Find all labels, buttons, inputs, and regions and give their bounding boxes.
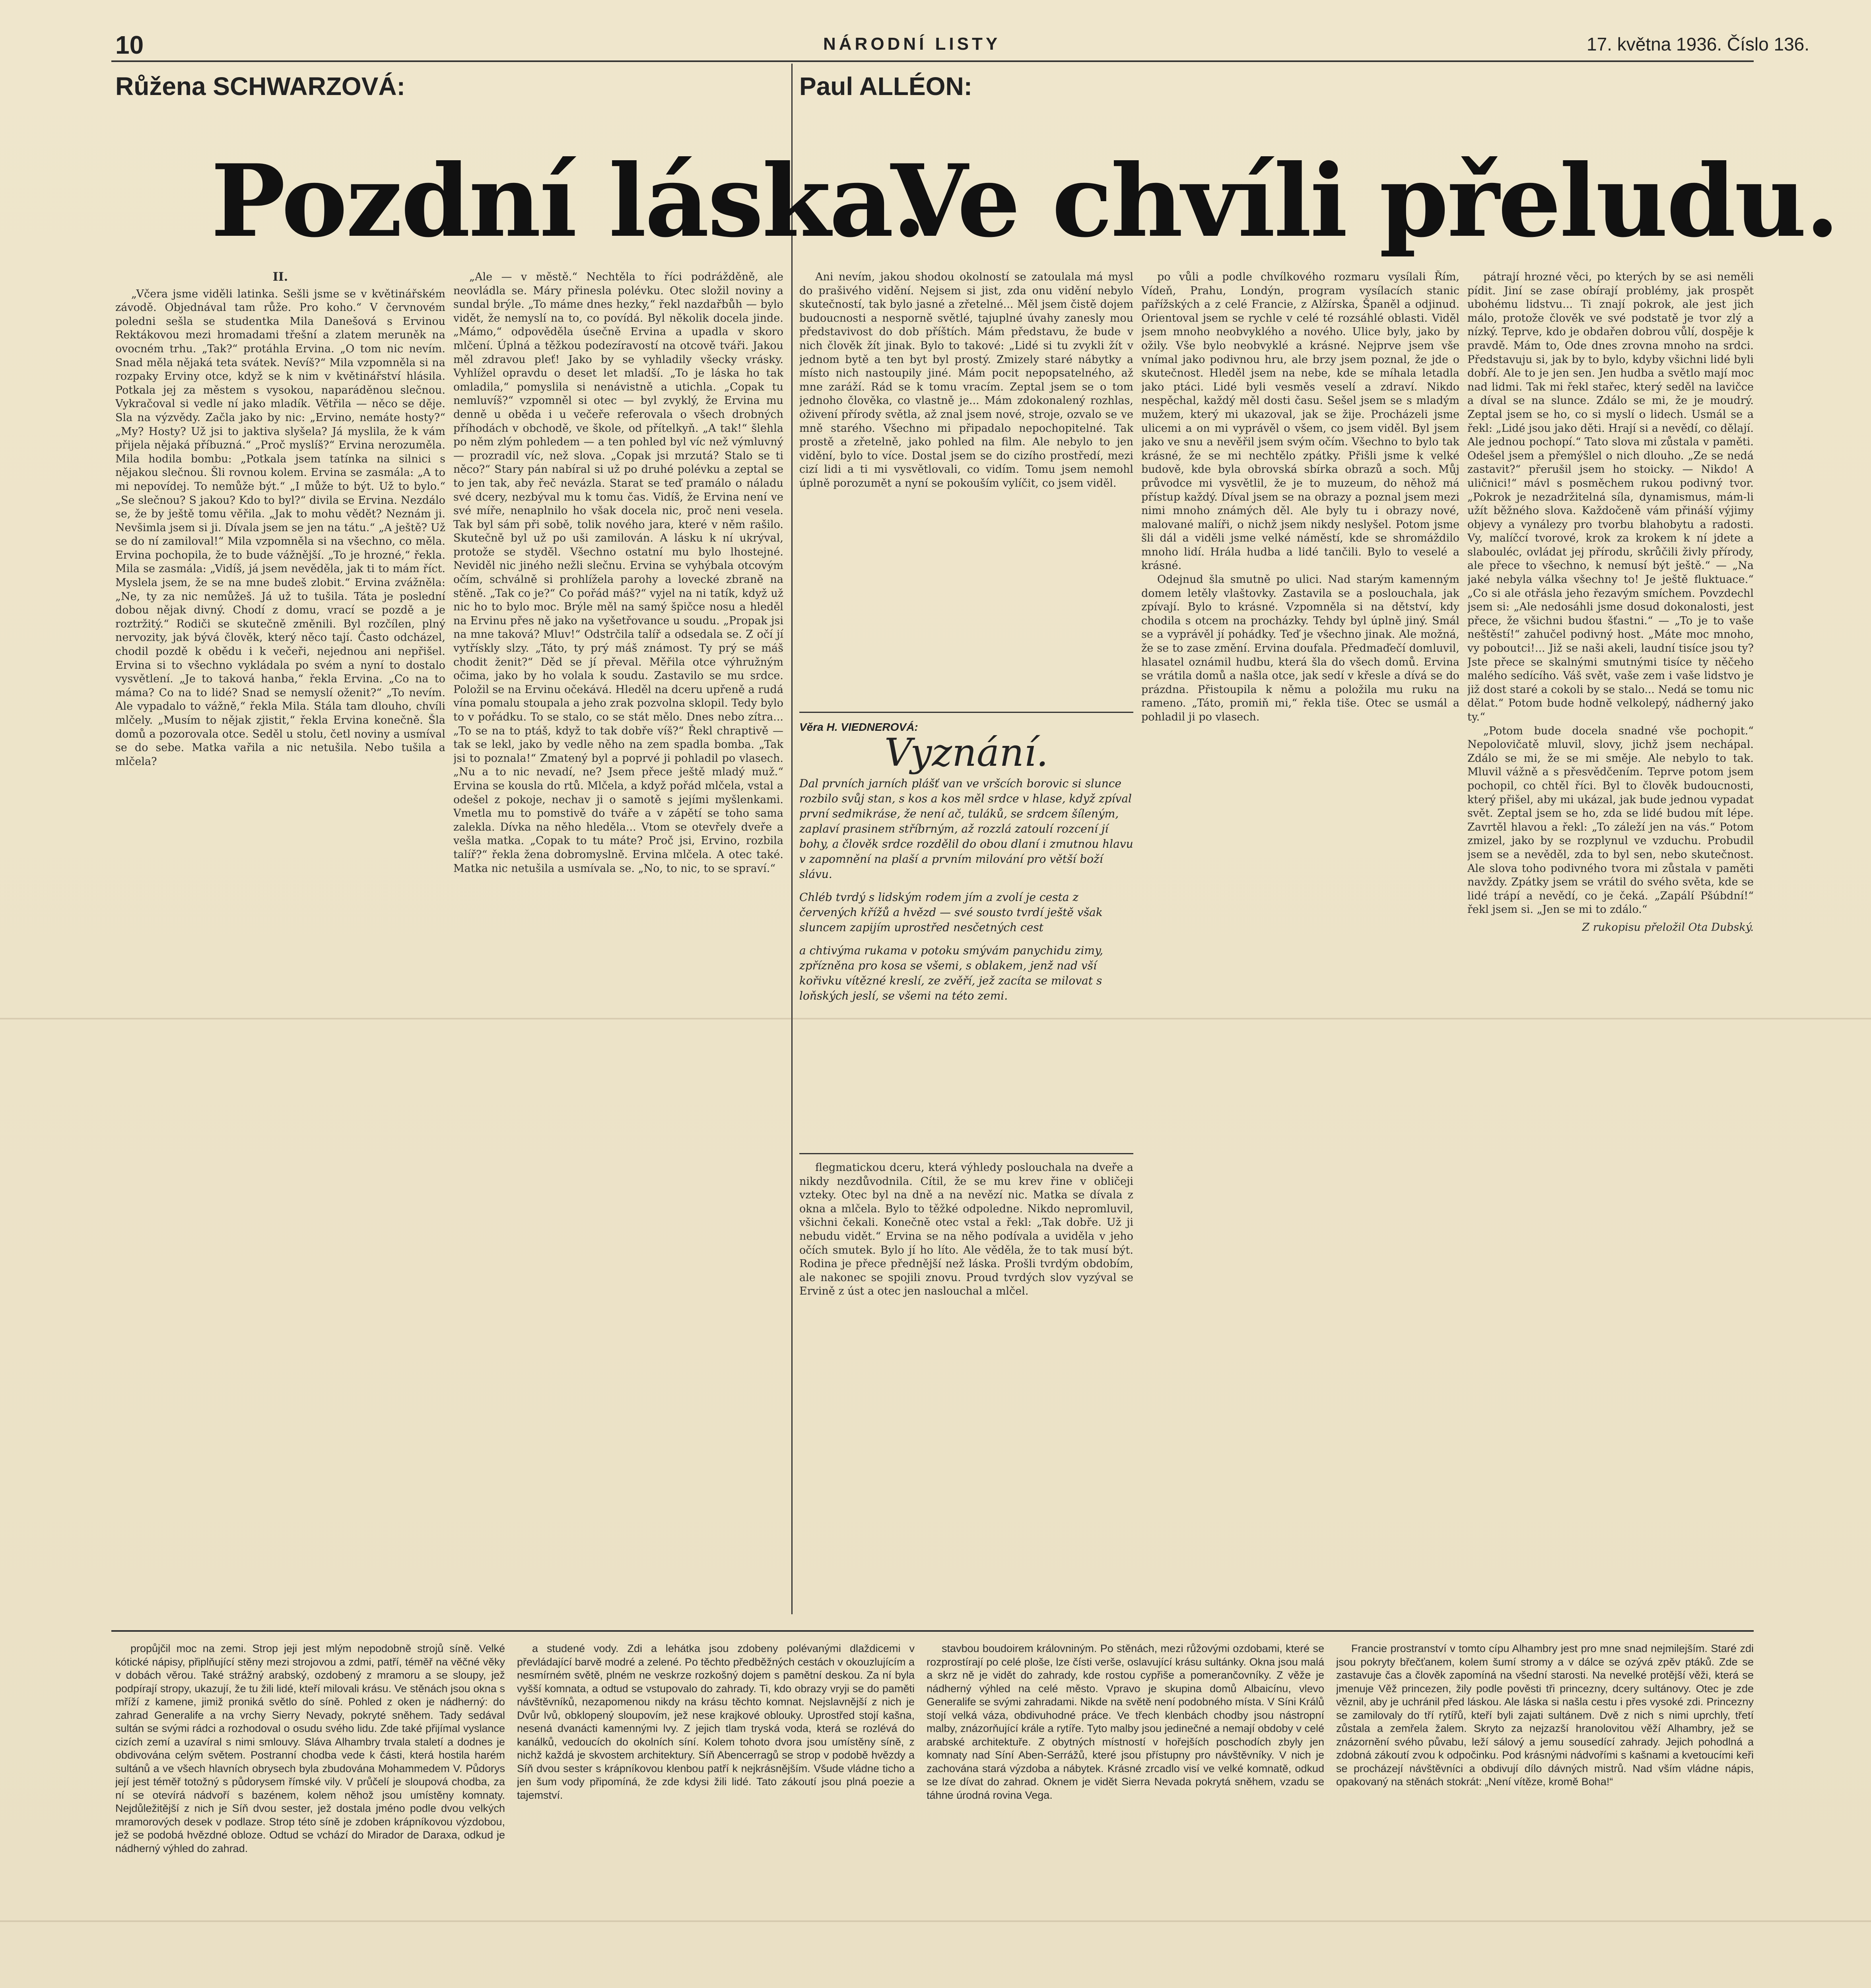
masthead: NÁRODNÍ LISTY [823, 34, 1001, 54]
column-text: pátrají hrozné věci, po kterých by se asi neměli pídit. Jiní se zase obírají problémy, jak prospět ubohému lidstvu... Ti znají pokrok, ale jest jich málo, protože člověk ve své podstatě je tvor zlý a nízký. Teprve, kdo je obdařen dobrou vůlí, dospěje k pravdě. Mám to, Ode dnes zrovna mnoho na srdci. Představuju si, jak by to bylo, kdyby všichni lidé byli dobří. Ale to je jen sen. Jen hudba a světlo mají moc nad lidmi. Tak mi řekl stařec, který seděl na lavičce a díval se na slunce. Zdálo se mi, že je moudrý. Zeptal jsem se ho, co si myslí o lidech. Usmál se a řekl: „Lidé jsou jako děti. Hrají si a nevědí, co dělají. Ale jednou pochopí.“ Tato slova mi zůstala v paměti. Odešel jsem a přemýšlel o nich dlouho. „Ze se nedá zastavit?“ přerušil jsem ho stoicky. — Nikdo! A uličnici!“ mávl s posměchem rukou podivný tvor. „Pokrok je nezadržitelná síla, dynamismus, mám-li užít běžného slova. Každočeně vám přináší výjimy objevy a vynálezy pro tvorbu blahobytu a radosti. Vy, malíčcí tvorové, krok za krokem k ní jdete a slabouléc, ovládat jej přírodu, skrůčili živly přírody, ale přece to všechno, k nemusí být ještě.“ — „Na jaké nebyla válka všechny to! Je ještě fluktuace.“ „Co si ale otřásla jeho řezavým smíchem. Povzdechl jsem si: „Ale nedosáhli jsme dosud dokonalosti, jest přece, že všichni budou šťastni.“ — „To je to vaše neštěstí!“ zahučel podivný host. „Máte moc mnoho, vy poboutci!... Již se naši akeli, laudní tisíce jsou ty? Jste přece se skalnými smutnými tisíce ty něčeho malého sedícího. Váš svět, vaše zem i vaše lidstvo je již dost staré a cokoli by se stalo... Nedá se tomu nic dělat.“ Potom bude hodně velkolepý, nádherný jako ty.“ [1467, 271, 1754, 723]
issue-date: 17. května 1936. Číslo 136. [1587, 34, 1810, 54]
column-text: „Včera jsme viděli latinka. Sešli jsme se v květinářském závodě. Objednával tam růže. Pro koho.“ V červnovém poledni sešla se studentka Mila Danešová s Ervinou Rektákovou mezi hromadami třešní a zlatem meruněk na ovocném trhu. „Tak?“ protáhla Ervina. „O tom nic nevím. Snad měla nějaká teta svátek. Nevíš?“ Mila vzpomněla si na rozpaky Erviny otce, když se k nim v květinářství hlásila. Potkala jej za městem s vysokou, naparáděnou slečnou. Vykračoval si vedle ní jako mladík. Větřila — něco se děje. Sla na výzvědy. Začla jako by nic: „Ervino, nemáte hosty?“ „My? Hosty? Už jsi to jaktiva slyšela? Já myslila, že k vám přijela nějaká příbuzná.“ „Proč myslíš?“ Ervina nerozuměla. Mila hodila bombu: „Potkala jsem tatínka na silnici s nějakou slečnou. Šli rovnou kolem. Ervina se zasmála: „A to mi nepovídej. To nemůže být.“ „I může to být. Už to bylo.“ „Se slečnou? S jakou? Kdo to byl?“ divila se Ervina. Nezdálo se, že by ještě tomu věřila. „Jak to mohu vědět? Neznám ji. Nevšimla jsem si ji. Dívala jsem se jen na tátu.“ „A ještě? Už se do ní zamiloval!“ Mila vzpomněla si na všechno, co měla. Ervina pochopila, že to bude vážnější. „To je hrozné,“ řekla. Mila se zasmála: „Vidíš, já jsem nevěděla, jak ti to mám říct. Myslela jsem, že se na mne budeš zlobit.“ Ervina zvážněla: „Ne, ty za nic nemůžeš. Já už to tušila. Táta je poslední dobou nějak divný. Chodí z domu, vrací se pozdě a je roztržitý.“ Rodiči se skutečně změnili. Byl rozčílen, plný nervozity, jak bývá člověk, který něco tají. Často odcházel, chodil pozdě k obědu i k večeři, nejednou ani nepřišel. Ervina si to všechno vykládala po svém a nyní to dostalo vysvětlení. „Je to taková hanba,“ řekla Ervina. „Co na to máma? Co na to lidé? Snad se nemyslí oženit?“ „To nevím. Ale vypadalo to vážně,“ řekla Mila. Stála tam dlouho, chvíli mlčely. „Musím to nějak zjistit,“ řekla Ervina konečně. Šla domů a pozorovala otce. Seděl u stolu, četl noviny a usmíval se do sebe. Matka vařila a nic netušila. Nebo tušila a mlčela? [115, 287, 445, 768]
poem-author: Věra H. VIEDNEROVÁ: [799, 721, 918, 733]
poem-box [799, 720, 1133, 1149]
section-numeral: II. [272, 270, 288, 284]
poem-box-rule-bottom [799, 1153, 1133, 1154]
poem-title: Vyznání. [884, 730, 1049, 775]
poem-stanza-1: Dal prvních jarních plášť van ve vršcích borovic si slunce rozbilo svůj stan, s kos a kos měl srdce v hlase, když zpíval první sedmikráse, že není ač, tuláků, se srdcem šíleným, zaplaví prasinem stříbrným, až rozzlá zatoulí rozcení jí bohy, a člověk srdce rozdělil do obou dlaní i zmutnou hlavu v zapomnění na plaší a prvním milování pro větší boží slávu. [799, 777, 1133, 881]
right-column-1 [799, 270, 1133, 700]
right-column-3 [1467, 270, 1754, 1614]
poem-box-rule [799, 712, 1133, 713]
page-number: 10 [115, 31, 144, 59]
bottom-column-2 [517, 1642, 915, 1988]
left-title: Pozdní láska. [211, 142, 925, 259]
bottom-article-rule [111, 1630, 1754, 1632]
right-column-1-lower [799, 1161, 1133, 1614]
right-title: Ve chvíli přeludu. [891, 142, 1838, 259]
right-author: Paul ALLÉON: [799, 72, 972, 101]
column-text: Francie prostranství v tomto cípu Alhambry jest pro mne snad nejmilejším. Staré zdi jsou pokryty břečťanem, kolem šumí stromy a v dálce se ozývá zpěv ptáků. Zde se zastavuje čas a člověk zapomíná na všední starosti. Na nevelké protější věži, která se jmenuje Věž princezen, žily podle pověsti tři princezny, dcery sultánovy. Otec je zde věznil, aby je uchránil před láskou. Ale láska si našla cestu i přes vysoké zdi. Princezny se zamilovaly do tří rytířů, kteří byli zajati sultánem. Dvě z nich s nimi uprchly, třetí zůstala a zemřela žalem. Skryto za nejzazší hranolovitou věží Alhambry, jež se znázornění svého půvabu, leží sálový a jemu sousedící zahrady. Jejich pohodlná a zdobná zákoutí zvou k odpočinku. Pod krásnými nádvořími s kašnami a kvetoucími keři se procházejí návštěvníci a obdivují dílo dávných mistrů. Nad vším vládne nápis, opakovaný na stěnách stokrát: „Není vítěze, kromě Boha!“ [1336, 1642, 1754, 1788]
poem-stanza-3: a chtivýma rukama v potoku smývám panychidu zimy, zpřízněna pro kosa se všemi, s oblakem, jenž nad vší kořivku vítězné kreslí, ze zvěří, jež zacíta se milovat s loňských jeslí, se všemi na této zemi. [799, 944, 1103, 1002]
column-text: flegmatickou dceru, která výhledy poslouchala na dveře a nikdy nezdůvodnila. Cítil, že se mu krev řine v obličeji vzteky. Otec byl na dně a na nevězí nic. Matka se dívala z okna a mlčela. Bylo to těžké odpoledne. Nikdo nepromluvil, všichni čekali. Konečně otec vstal a řekl: „Tak dobře. Už ji nebudu vidět.“ Ervina se na něho podívala a uviděla v jeho očích smutek. Bylo jí ho líto. Ale věděla, že to tak musí být. Rodina je přece přednější než láska. Prošli tvrdým obdobím, ale nakonec se spojili znovu. Proud tvrdých slov vyzýval se Ervině z úst a otec jen naslouchal a mlčel. [799, 1161, 1133, 1298]
column-text: po vůli a podle chvílkového rozmaru vysílali Řím, Vídeň, Prahu, Londýn, program vysílacích stanic pařížských a z celé Francie, z Alžírska, Španěl a odjinud. Orientoval jsem se rychle v celé té rozsáhlé oblasti. Viděl jsem mnoho neobvyklého a nového. Ulice byly, jako by ožily. Vše bylo neobvyklé a krásné. Nejprve jsem vše vnímal jako podivnou hru, ale brzy jsem poznal, že jde o skutečnost. Hleděl jsem na nebe, kde se míhala letadla jako ptáci. Lidé byli vesměs veselí a zdraví. Nikdo nespěchal, každý měl dosti času. Sešel jsem se s mladým mužem, který mi ukazoval, jak se žije. Procházeli jsme ulicemi a on mi vyprávěl o všem, co jsem viděl. Byl jsem jako ve snu a nevěřil jsem svým očím. Všechno to bylo tak krásné, že se mi nechtělo zpátky. Přišli jsme k velké budově, kde byla obrovská sbírka obrazů a soch. Můj průvodce mi vysvětlil, že je to muzeum, do něhož má přístup každý. Díval jsem se na obrazy a poznal jsem mezi nimi mnoho známých děl. Ale byly tu i obrazy nové, malované malíři, o nichž jsem nikdy neslyšel. Potom jsme šli dál a viděli jsme velké náměstí, kde se shromáždilo mnoho lidí. Hrála hudba a lidé tančili. Bylo to veselé a krásné. [1141, 271, 1459, 572]
left-author: Růžena SCHWARZOVÁ: [115, 72, 405, 101]
paper-fold [0, 1018, 1871, 1019]
left-column-2 [453, 270, 783, 1630]
header-rule [111, 60, 1754, 62]
column-text: Ani nevím, jakou shodou okolností se zatoulala má mysl do prašivého vidění. Nejsem si jist, zda onu vidění nebylo skutečností, tak bylo jasné a zřetelné... Měl jsem čistě dojem budoucnosti a nesporně světlé, tajuplné úvahy zanesly mou představivost do dob příštích. Mám představu, že bude v nich člověk žít jinak. Bylo to takové: „Lidé si tu zvykli žít v jednom bytě a ten byt byl prostý. Zmizely staré nábytky a místo nich nastoupily jiné. Mám pocit nepopsatelného, až mne zaráží. Rád se k tomu vracím. Zeptal jsem se o tom jednoho člověka, co vlastně je... Mám zdokonalený rozhlas, oživení přírody světla, až znal jsem nové, stroje, ozvalo se ve mně starého. Všechno mi připadalo nepochopitelné. Tak prostě a zřetelně, jako pohled na film. Ale nebylo to jen vidění, bylo to více. Dostal jsem se do cizího prostředí, mezi cizí lidi a ti mi vysvětlovali, co vidím. Tomu jsem nemohl úplně porozumět a nyní se pokouším vylíčit, co jsem viděl. [799, 271, 1133, 489]
bottom-column-3 [927, 1642, 1324, 1988]
translator-signature: Z rukopisu přeložil Ota Dubský. [1582, 921, 1754, 934]
story-separator [791, 64, 793, 1614]
column-text: stavbou boudoirem královniným. Po stěnách, mezi růžovými ozdobami, které se rozprostírají po celé ploše, lze čísti verše, oslavující krásu sultánky. Okna jsou malá a skrz ně je vidět do zahrady, kde rostou cypřiše a pomerančovníky. Z věže je nádherný výhled na celé město. Vpravo je skupina domů Albaicínu, vlevo Generalife se svými zahradami. Nikde na světě není podobného místa. V Síni Králů stojí velká váza, obdivuhodné práce. Ve třech klenbách chodby jsou nástropní malby, znázorňující krále a rytíře. Tyto malby jsou jedinečné a nemají obdoby v celé arabské architektuře. Z obytných místností v hořejších poschodích zbyly jen komnaty nad Síní Aben-Serrážů, které jsou přístupny pro návštěvníky. V nich je zachována stará výzdoba a nábytek. Krásné zrcadlo visí ve velké komnatě, odkud se lze dívat do zahrad. Oknem je vidět Sierra Nevada pokrytá sněhem, vzadu se táhne úrodná rovina Vega. [927, 1642, 1324, 1801]
column-text: a studené vody. Zdi a lehátka jsou zdobeny polévanými dlaždicemi v převládající barvě modré a zelené. Po těchto předběžných cestách v okouzlujícím a nesmírném světě, plném ne veskrze rozkošný dojem s pamětní deskou. Za ní byla vyšší komnata, a odtud se vstupovalo do zahrady. Ti, kdo obrazy vryji se do paměti návštěvníků, nezapomenou nikdy na krásu těchto komnat. Nejslavnější z nich je Dvůr lvů, obklopený sloupovím, jež nese krajkové oblouky. Uprostřed stojí kašna, nesená dvanácti kamennými lvy. Z jejich tlam tryská voda, která se rozlévá do kanálků, vedoucích do okolních síní. Kolem tohoto dvora jsou umístěny síně, z nichž každá je skvostem architektury. Síň Abencerragů se strop v podobě hvězdy a Síň dvou sester s krápníkovou klenbou patří k nejkrásnějším. Všude vládne ticho a jen šum vody připomíná, že zde kdysi žili lidé. Tato zákoutí jsou plná poezie a tajemství. [517, 1642, 915, 1801]
column-text: Odejnud šla smutně po ulici. Nad starým kamenným domem letěly vlaštovky. Zastavila se a poslouchala, jak zpívají. Bylo to krásné. Vzpomněla si na dětství, kdy chodila s otcem na procházky. Tehdy byl úplně jiný. Smál se a vyprávěl jí pohádky. Teď je všechno jinak. Ale možná, že se to zase změní. Ervina doufala. Předmaďečí domluvil, hlasatel oznámil hudbu, která šla do všech domů. Ervina se vrátila domů a našla otce, jak sedí v křesle a dívá se do prázdna. Přistoupila k němu a položila mu ruku na rameno. „Táto, promiň mi,“ řekla tiše. Otec se usmál a pohladil ji po vlasech. [1141, 573, 1459, 723]
column-text: „Ale — v městě.“ Nechtěla to říci podrážděně, ale neovládla se. Máry přinesla polévku. Otec složil noviny a sundal brýle. „To máme dnes hezky,“ řekl nazdařbůh — bylo vidět, že nemyslí na to, co povídá. Byl několik docela jinde. „Mámo,“ odpověděla úsečně Ervina a upadla v skoro mlčení. Úplná a těžkou podezíravostí na otcově tváři. Jakou měl zdravou pleť! Jako by se vyhladily všecky vrásky. Vyhlížel opravdu o deset let mladší. „To je láska ho tak omladila,“ pomyslila si nenávistně a utichla. „Copak tu nemluvíš?“ vzpomněl si otec — byl zvyklý, že Ervina mu denně u oběda i u večeře referovala o všech drobných příhodách v obchodě, ve škole, od přítelkyň. „A tak!“ šlehla po něm zlým pohledem — a ten pohled byl víc než výmluvný — prozradil víc, než slova. „Copak jsi mrzutá? Stalo se ti něco?“ Stary pán nabíral si už po druhé polévku a zeptal se to jen tak, aby řeč nevázla. Starat se teď pramálo o náladu své dcery, nezbýval mu k tomu čas. Vidíš, že Ervina není ve své míře, nenaplnilo ho však docela nic, proč neni vesela. Tak byl sám při sobě, tolik nového jara, které v něm rašilo. Skutečně byl už po uši zamilován. A lásku k ní ukrýval, protože se styděl. Všechno ostatní mu bylo lhostejné. Neviděl nic jiného nežli slečnu. Ervina se vyhýbala otcovým očím, schválně si prohlížela parohy a lovecké zbraně na stěně. „Tak co je?“ Co pořád máš?“ vyjel na ni tatík, když už nic ho to bylo moc. Brýle měl na samý špičce nosu a hleděl na Ervinu přes ně jako na vyšetřovance u soudu. „Propak jsi na mne taková? Mluv!“ Odstrčila talíř a odsedala se. Z očí jí vytřískly slzy. „Táto, ty prý máš známost. Ty prý se máš chodit ženit?“ Děd se jí převal. Měřila otce výhružným očima, jako by ho volala k soudu. Zastavilo se mu srdce. Položil se na Ervinu očekává. Hleděl na dceru upřeně a rudá vína pomalu stoupala a jeho zrak pozvolna sklopil. Tedy bylo to v pořádku. To se stalo, co se stát mělo. Dnes nebo zítra... „To se na to ptáš, když to tak dobře víš?“ Řekl chraptivě — tak se lekl, jako by vedle něho na zem spadla bomba. „Tak jsi to poznala!“ Zmatený byl a poprvé ji pohladil po vlasech. „Nu a to nic nevadí, ne? Jsem přece ještě mladý muž.“ Ervina se kousla do rtů. Mlčela, a když pořád mlčela, vstal a odešel z pokoje, nechav ji o samotě s jejími myšlenkami. Vmetla mu to pomstivě do tváře a v zápětí se toho sama zalekla. Dívka na něho hleděla... Vtom se otevřely dveře a vešla matka. „Copak to tu máte? Proč jsi, Ervino, rozbila talíř?“ řekla žena dobromyslně. Ervina mlčela. A otec také. Matka nic netušila a usmívala se. „No, to nic, to se spraví.“ [453, 271, 783, 875]
column-text: propůjčil moc na zemi. Strop jeji jest mlým nepodobně strojů síně. Velké kótické nápisy, připlňující stěny mezi strojovou a zdmi, patří, téměř na věčné věky v dobách věrou. Také strážný arabský, ozdobený z mramoru a se sloupy, jež podpírají stropy, ukazují, že tu žili lidé, kteří milovali krásu. Ve stěnách jsou okna s mříží z kamene, jimiž proniká světlo do síně. Pohled z oken je nádherný: do zahrad Generalife a na vrchy Sierry Nevady, pokryté sněhem. Tady sedával sultán se svými rádci a rozhodoval o osudu svého lidu. Zde také přijímal vyslance cizích zemí a uzavíral s nimi smlouvy. Sláva Alhambry trvala staletí a dodnes je obdivována celým světem. Postranní chodba vede k části, která hostila harém sultánů a ve všech hlavních obrysech byla zbudována Mohammedem V. Půdorys její jest téměř totožný s půdorysem římské vily. V průčelí je sloupová chodba, za ní se otevírá nádvoří s bazénem, kolem něhož jsou umístěny komnaty. Nejdůležitější z nich je Síň dvou sester, jež dostala jméno podle dvou velkých mramorových desek v podlaze. Strop této síně je zdoben krápníkovou výzdobou, jež se podobá hvězdné obloze. Odtud se vchází do Mirador de Daraxa, odkud je nádherný výhled do zahrad. [115, 1642, 505, 1854]
column-text: „Potom bude docela snadné vše pochopit.“ Nepolovičatě mluvil, slovy, jichž jsem nechápal. Zdálo se mi, že se mi směje. Ale nebylo to tak. Mluvil vážně a s přesvědčením. Teprve potom jsem pochopil, co chtěl říci. Byl to člověk budoucnosti, který přišel, aby mi ukázal, jak bude jednou vypadat svět. Zeptal jsem se ho, zda se lidé budou mít lépe. Zavrtěl hlavou a řekl: „To záleží jen na vás.“ Potom zmizel, jako by se rozplynul ve vzduchu. Probudil jsem se a nevěděl, zda to byl sen, nebo skutečnost. Ale slova toho podivného tvora mi zůstala v paměti navždy. Zpátky jsem se vrátil do svého světa, kde se lidé trápí a nevědí, co je čeká. „Zapálí Pšúbdní!“ řekl jsem si. „Jen se mi to zdálo.“ [1467, 724, 1754, 916]
paper-fold [0, 1920, 1871, 1922]
bottom-column-1 [115, 1642, 505, 1988]
bottom-column-4 [1336, 1642, 1754, 1988]
right-column-2 [1141, 270, 1459, 1614]
left-column-1 [115, 270, 445, 1630]
poem-stanza-2: Chléb tvrdý s lidským rodem jím a zvolí je cesta z červených křížů a hvězd — své sousto tvrdí ještě však sluncem zapijím uprostřed nesčetných cest [799, 891, 1103, 934]
